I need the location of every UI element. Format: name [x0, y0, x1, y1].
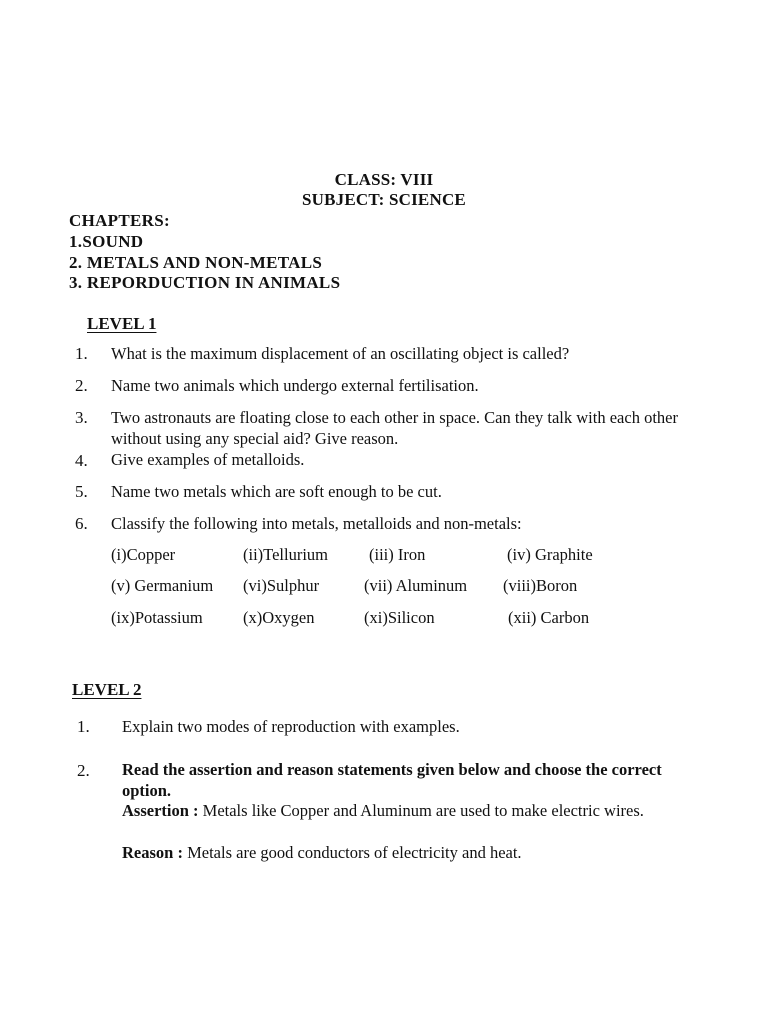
- classify-option: (xi)Silicon: [364, 608, 435, 627]
- classify-option: (iv) Graphite: [507, 545, 593, 564]
- classify-option: (v) Germanium: [111, 576, 214, 595]
- question-text: Classify the following into metals, metalloids and non-metals:: [111, 514, 522, 533]
- question-text: Name two animals which undergo external fertilisation.: [111, 376, 479, 395]
- assertion-statement: [122, 800, 662, 821]
- assertion-text: Metals like Copper and Aluminum are used to make electric wires.: [198, 801, 644, 820]
- question-number: 6.: [75, 514, 88, 533]
- question-instruction: Read the assertion and reason statements given below and choose the correct option.: [122, 760, 662, 800]
- question-text: Give examples of metalloids.: [111, 450, 305, 469]
- chapter-item: 1.SOUND: [69, 232, 144, 251]
- question-number: 5.: [75, 482, 88, 501]
- chapters-heading: CHAPTERS:: [69, 211, 170, 230]
- assertion-label: Assertion :: [122, 801, 199, 820]
- classify-option: (x)Oxygen: [243, 608, 315, 627]
- classify-option: (xii) Carbon: [508, 608, 590, 627]
- reason-label: Reason :: [122, 843, 183, 862]
- question-number: 4.: [75, 451, 88, 470]
- classify-option: (vi)Sulphur: [243, 576, 320, 595]
- chapter-item: 3. REPORDUCTION IN ANIMALS: [69, 273, 341, 292]
- level-1-heading: LEVEL 1: [87, 314, 157, 333]
- question-number: 2.: [77, 761, 90, 780]
- question-text: Explain two modes of reproduction with examples.: [122, 717, 460, 736]
- classify-option: (ix)Potassium: [111, 608, 203, 627]
- question-text: Name two metals which are soft enough to be cut.: [111, 482, 442, 501]
- reason-statement: [122, 842, 682, 863]
- level-2-heading: LEVEL 2: [72, 680, 142, 699]
- classify-option: (ii)Tellurium: [243, 545, 328, 564]
- chapter-item: 2. METALS AND NON-METALS: [69, 253, 323, 272]
- question-number: 2.: [75, 376, 88, 395]
- subject-title: SUBJECT: SCIENCE: [302, 190, 466, 209]
- reason-text: Metals are good conductors of electricity and heat.: [182, 843, 522, 862]
- question-number: 3.: [75, 408, 88, 427]
- question-text: Two astronauts are floating close to each other in space. Can they talk with each other without using any special aid? Give reason.: [111, 408, 678, 448]
- classify-option: (iii) Iron: [369, 545, 426, 564]
- classify-option: (i)Copper: [111, 545, 176, 564]
- question-number: 1.: [77, 717, 90, 736]
- class-title: CLASS: VIII: [334, 170, 434, 189]
- question-number: 1.: [75, 344, 88, 363]
- question-text: What is the maximum displacement of an oscillating object is called?: [111, 344, 570, 363]
- classify-option: (vii) Aluminum: [364, 576, 468, 595]
- classify-option: (viii)Boron: [503, 576, 578, 595]
